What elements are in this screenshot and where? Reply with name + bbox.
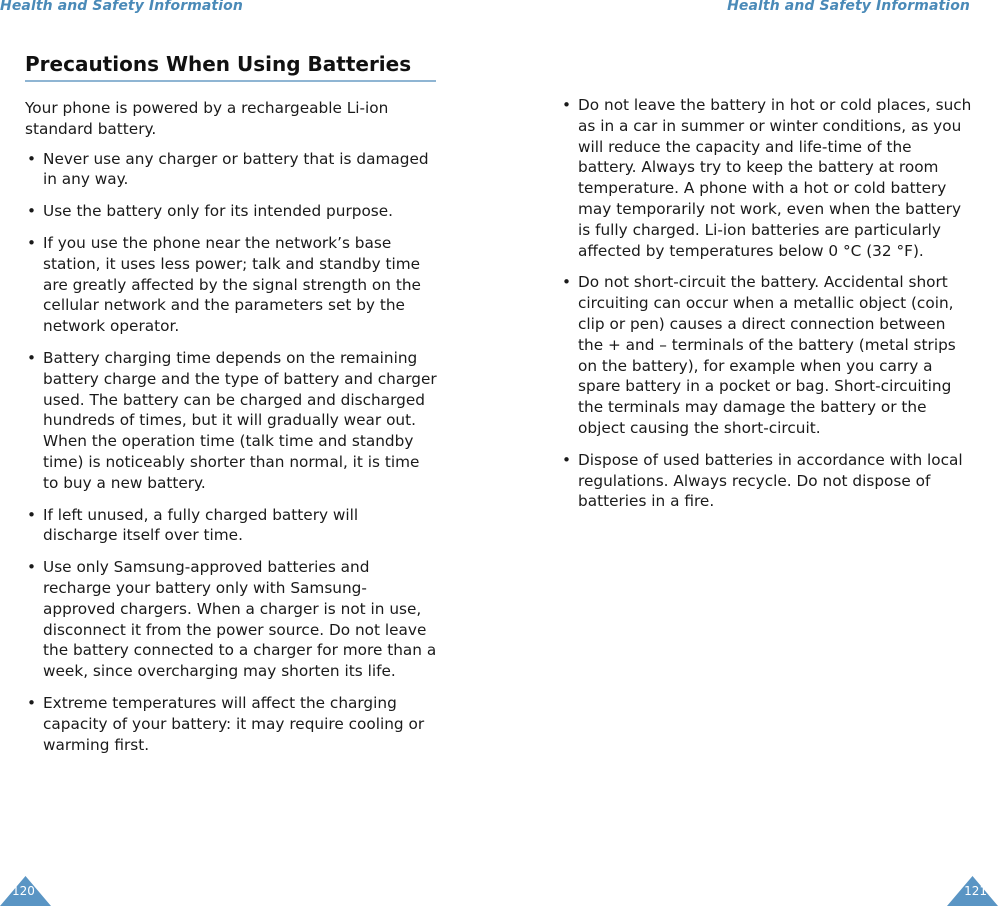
intro-paragraph: Your phone is powered by a rechargeable Li-ion standard battery. bbox=[25, 99, 389, 138]
page-number-left: 120 bbox=[12, 884, 35, 898]
bullet-intended-purpose: • Use the battery only for its intended purpose. bbox=[25, 201, 437, 222]
bullet-damaged-charger: • Never use any charger or battery that is damaged in any way. bbox=[25, 149, 437, 191]
left-bullet-list bbox=[25, 149, 437, 756]
running-head-right: Health and Safety Information bbox=[727, 0, 970, 14]
bullet-approved-batteries: • Use only Samsung-approved batteries and recharge your battery only with Samsung-approved chargers. When a charger is not in use, disconnect it from the power source. Do not leave the battery connected to a charger for more than a week, since overcharging may shorten its life. bbox=[25, 557, 437, 682]
page-title: Precautions When Using Batteries bbox=[25, 52, 412, 76]
bullet-short-circuit: • Do not short-circuit the battery. Accidental short circuiting can occur when a metallic object (coin, clip or pen) causes a direct connection between the + and – terminals of the battery (metal strips on the battery), for example when you carry a spare battery in a pocket or bag. Short-circuiting the terminals may damage the battery or the object causing the short-circuit. bbox=[560, 272, 972, 438]
bullet-self-discharge: • If left unused, a fully charged battery will discharge itself over time. bbox=[25, 505, 437, 547]
bullet-hot-cold-places: • Do not leave the battery in hot or cold places, such as in a car in summer or winter conditions, as you will reduce the capacity and life-time of the battery. Always try to keep the battery at room temperature. A phone with a hot or cold battery may temporarily not work, even when the battery is fully charged. Li-ion batteries are particularly affected by temperatures below 0 °C (32 °F). bbox=[560, 95, 972, 261]
left-page-body bbox=[25, 98, 437, 766]
bullet-extreme-temperatures: • Extreme temperatures will affect the charging capacity of your battery: it may require cooling or warming first. bbox=[25, 693, 437, 755]
bullet-charging-time: • Battery charging time depends on the remaining battery charge and the type of battery and charger used. The battery can be charged and discharged hundreds of times, but it will gradually wear out. When the operation time (talk time and standby time) is noticeably shorter than normal, it is time to buy a new battery. bbox=[25, 348, 437, 494]
running-head-left: Health and Safety Information bbox=[0, 0, 243, 14]
title-underline bbox=[25, 80, 436, 82]
page-number-right: 121 bbox=[964, 884, 987, 898]
bullet-base-station: • If you use the phone near the network’s base station, it uses less power; talk and standby time are greatly affected by the signal strength on the cellular network and the parameters set by the network operator. bbox=[25, 233, 437, 337]
bullet-disposal: • Dispose of used batteries in accordance with local regulations. Always recycle. Do not dispose of batteries in a fire. bbox=[560, 450, 972, 512]
right-page-body bbox=[560, 95, 972, 523]
right-bullet-list bbox=[560, 95, 972, 512]
